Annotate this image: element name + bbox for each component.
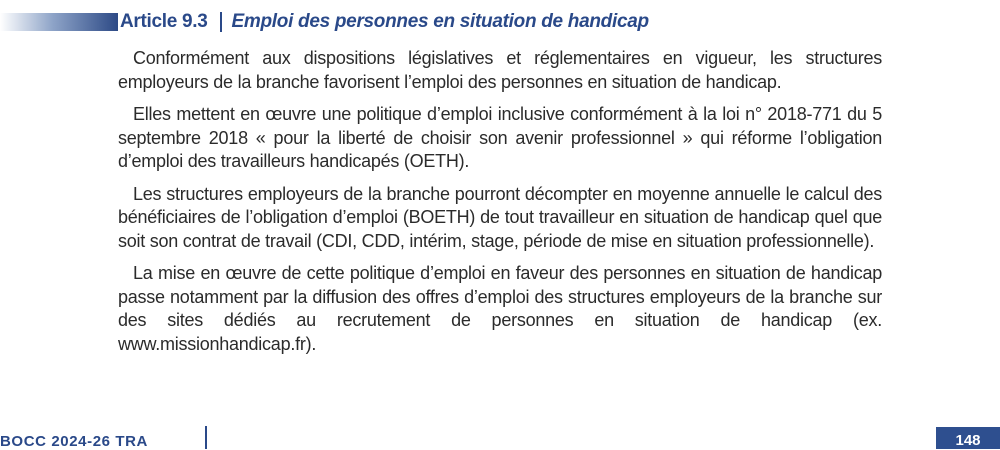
article-heading [120, 8, 649, 36]
paragraph-1: Conformément aux dispositions législatives et réglementaires en vigueur, les structures employeurs de la branche favorisent l’emploi des personnes en situation de handicap. [118, 48, 882, 92]
article-heading-separator [220, 12, 222, 32]
page-number-badge [936, 427, 1000, 449]
article-number: Article 9.3 [120, 11, 208, 32]
footer-divider [205, 426, 207, 449]
article-accent-bar [0, 13, 118, 31]
page-number: 148 [955, 432, 981, 449]
footer-reference: BOCC 2024-26 TRA [0, 433, 148, 450]
paragraph-3: Les structures employeurs de la branche pourront décompter en moyenne annuelle le calcul des bénéficiaires de l’obligation d’emploi (BOETH) de tout travailleur en situation de handicap quel que soit son contrat de travail (CDI, CDD, intérim, stage, période de mise en situation professionnelle). [118, 183, 882, 251]
article-title: Emploi des personnes en situation de handicap [231, 11, 649, 32]
article-body [118, 47, 882, 365]
paragraph-2: Elles mettent en œuvre une politique d’emploi inclusive conformément à la loi n° 2018-771 du 5 septembre 2018 « pour la liberté de choisir son avenir professionnel » qui réforme l’obligation d’emploi des travailleurs handicapés (OETH). [118, 104, 882, 171]
paragraph-4: La mise en œuvre de cette politique d’emploi en faveur des personnes en situation de handicap passe notamment par la diffusion des offres d’emploi des structures employeurs de la branche sur des sites dédiés au recrutement de personnes en situation de handicap (ex. www.missionhandicap.fr). [118, 263, 882, 354]
